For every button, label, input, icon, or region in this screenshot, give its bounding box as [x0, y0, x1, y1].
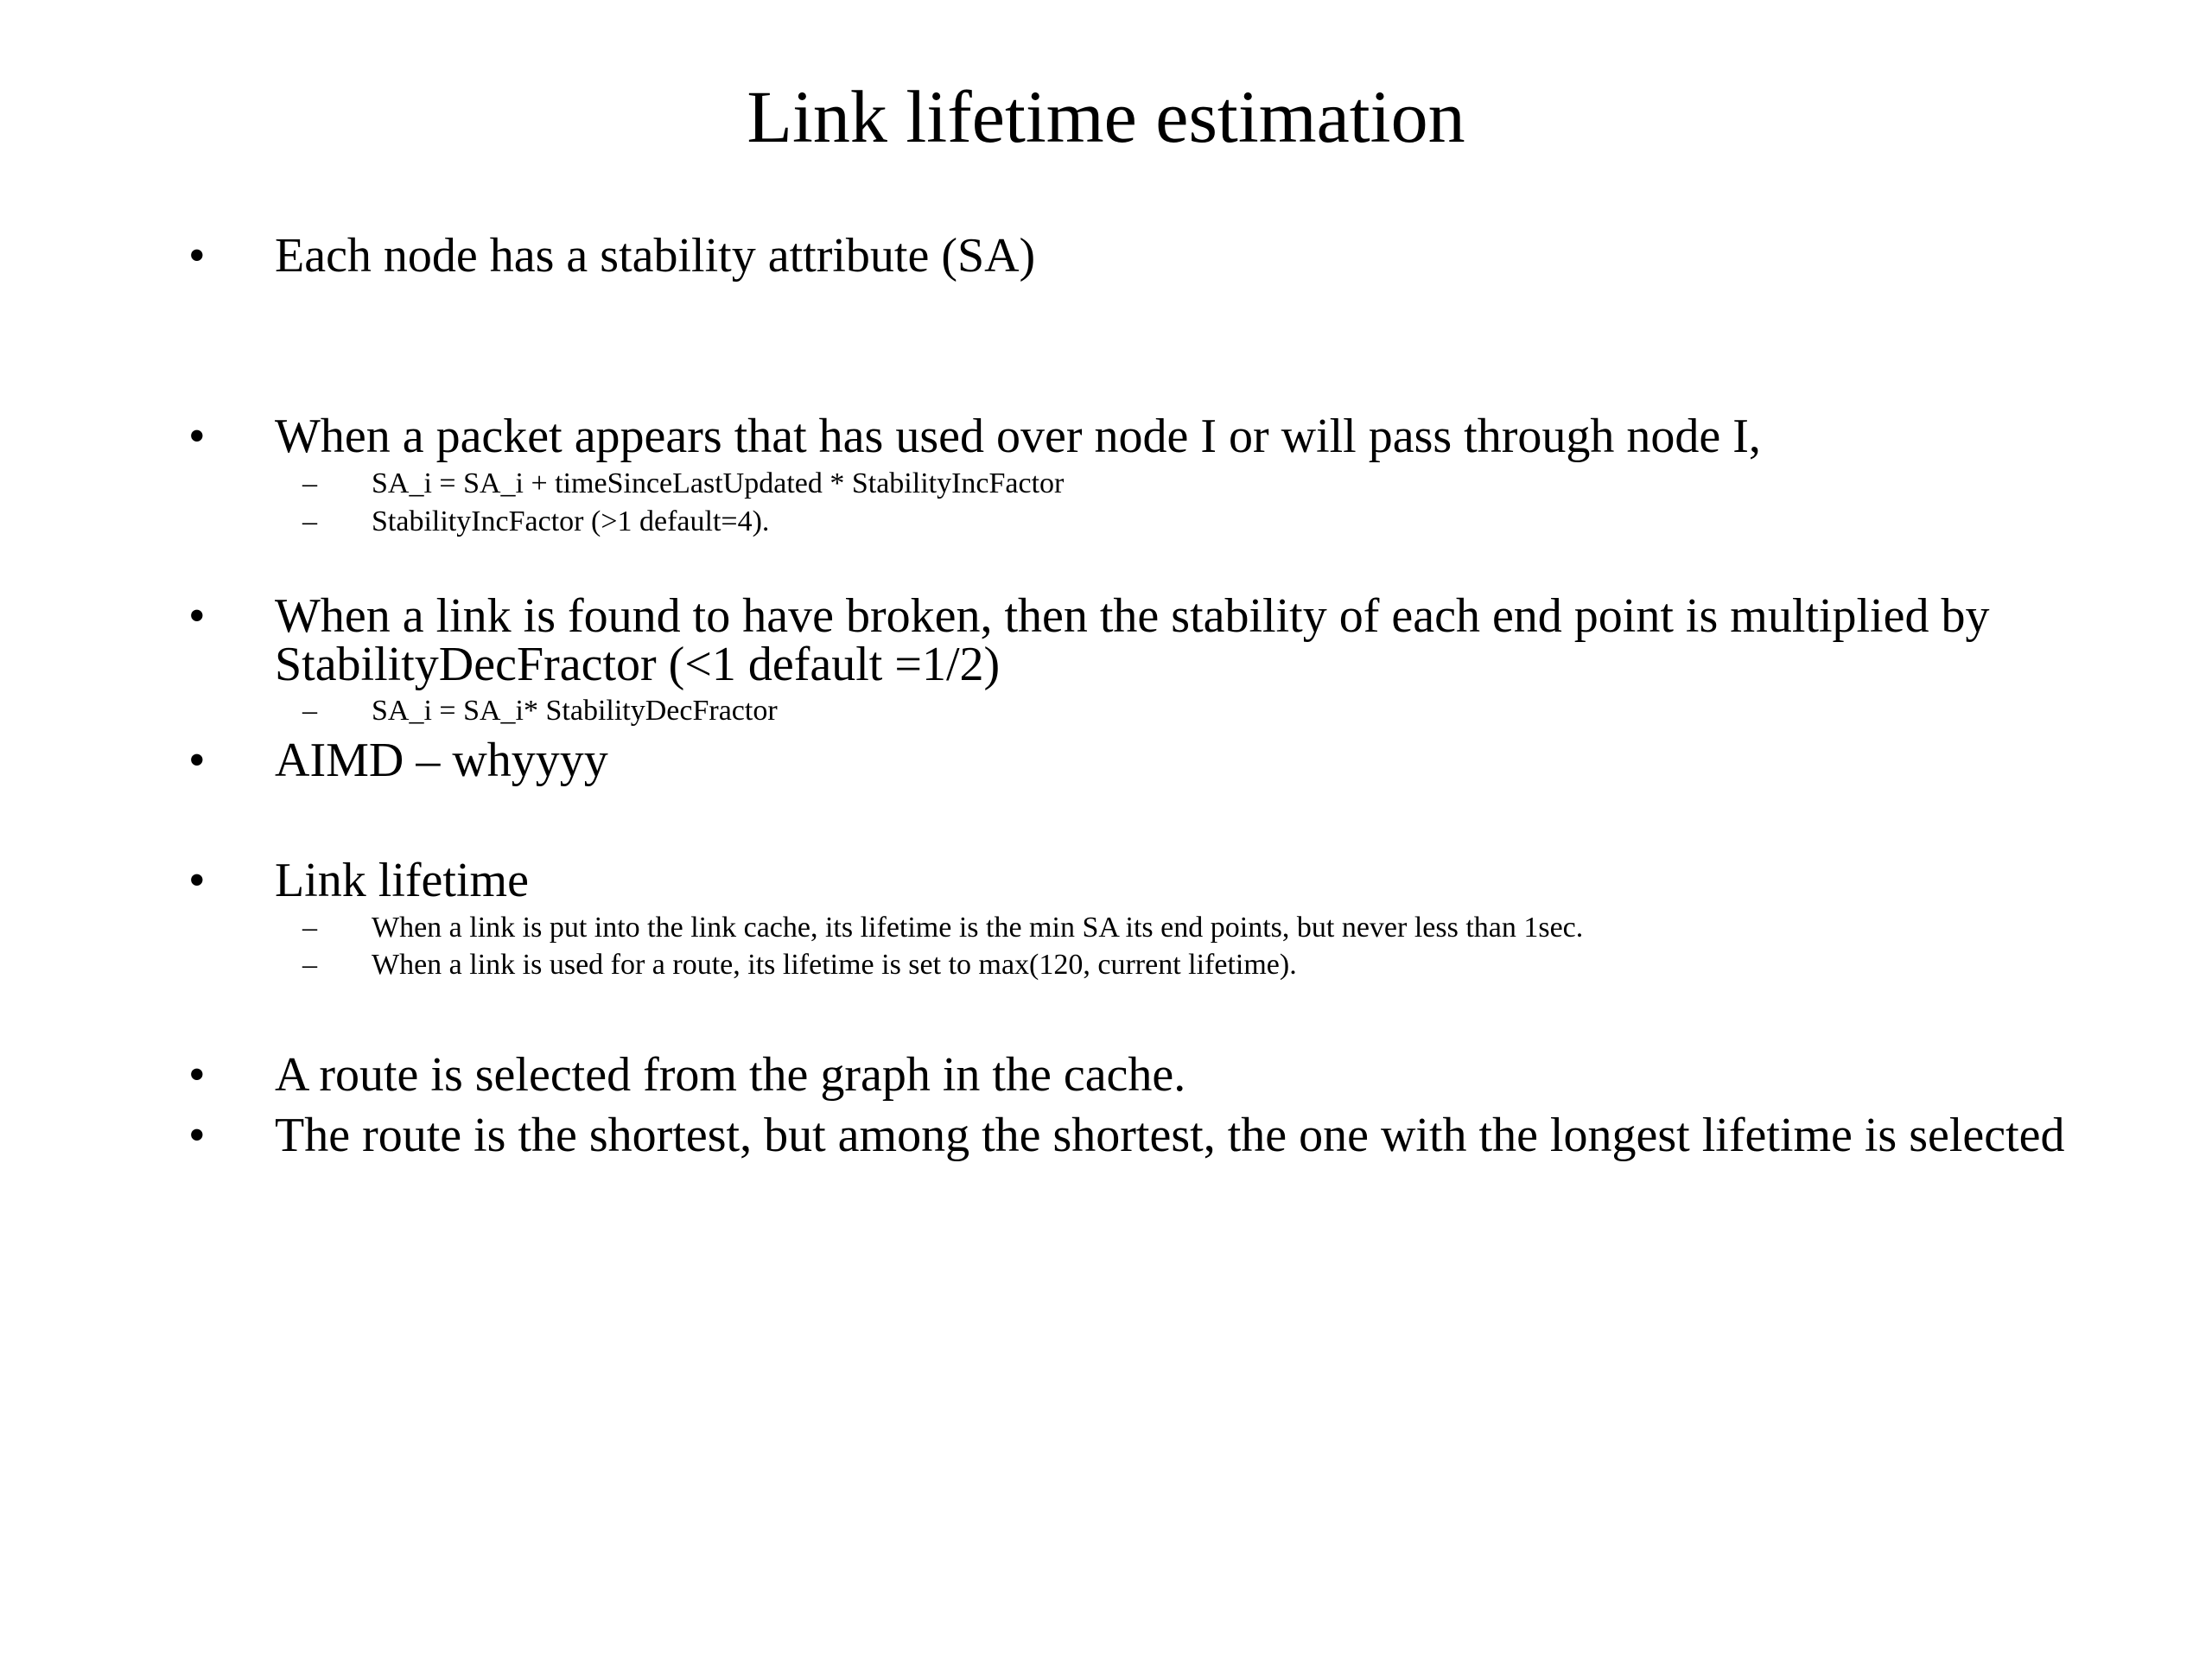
sub-text: SA_i = SA_i + timeSinceLastUpdated * StabilityIncFactor: [372, 467, 1065, 499]
dash-marker: –: [302, 949, 317, 981]
dash-marker: –: [302, 695, 317, 727]
bullet-marker: •: [188, 589, 206, 643]
bullet-marker: •: [188, 734, 206, 787]
dash-marker: –: [302, 467, 317, 499]
sub-text: When a link is used for a route, its lifetime is set to max(120, current lifetime).: [372, 949, 1297, 981]
bullet-marker: •: [188, 229, 206, 283]
bullet-text: When a link is found to have broken, then the stability of each end point is multiplied by StabilityDecFractor (<1 default =1/2): [275, 589, 1990, 691]
bullet-marker: •: [188, 1109, 206, 1162]
bullet-marker: •: [188, 410, 206, 463]
bullet-text: A route is selected from the graph in the cache.: [275, 1048, 1186, 1102]
sub-text: StabilityIncFactor (>1 default=4).: [372, 505, 770, 537]
bullet-marker: •: [188, 1048, 206, 1102]
bullet-marker: •: [188, 854, 206, 907]
dash-marker: –: [302, 505, 317, 537]
sub-text: When a link is put into the link cache, its lifetime is the min SA its end points, but never less than 1sec.: [372, 912, 1584, 944]
slide-title: Link lifetime estimation: [747, 75, 1465, 158]
bullet-text: The route is the shortest, but among the shortest, the one with the longest lifetime is selected: [275, 1109, 2065, 1162]
bullet-text: AIMD – whyyyy: [275, 734, 608, 787]
dash-marker: –: [302, 912, 317, 944]
sub-text: SA_i = SA_i* StabilityDecFractor: [372, 695, 778, 727]
bullet-text: When a packet appears that has used over node I or will pass through node I,: [275, 410, 1761, 463]
bullet-text: Link lifetime: [275, 854, 529, 907]
bullet-text: Each node has a stability attribute (SA): [275, 229, 1036, 283]
